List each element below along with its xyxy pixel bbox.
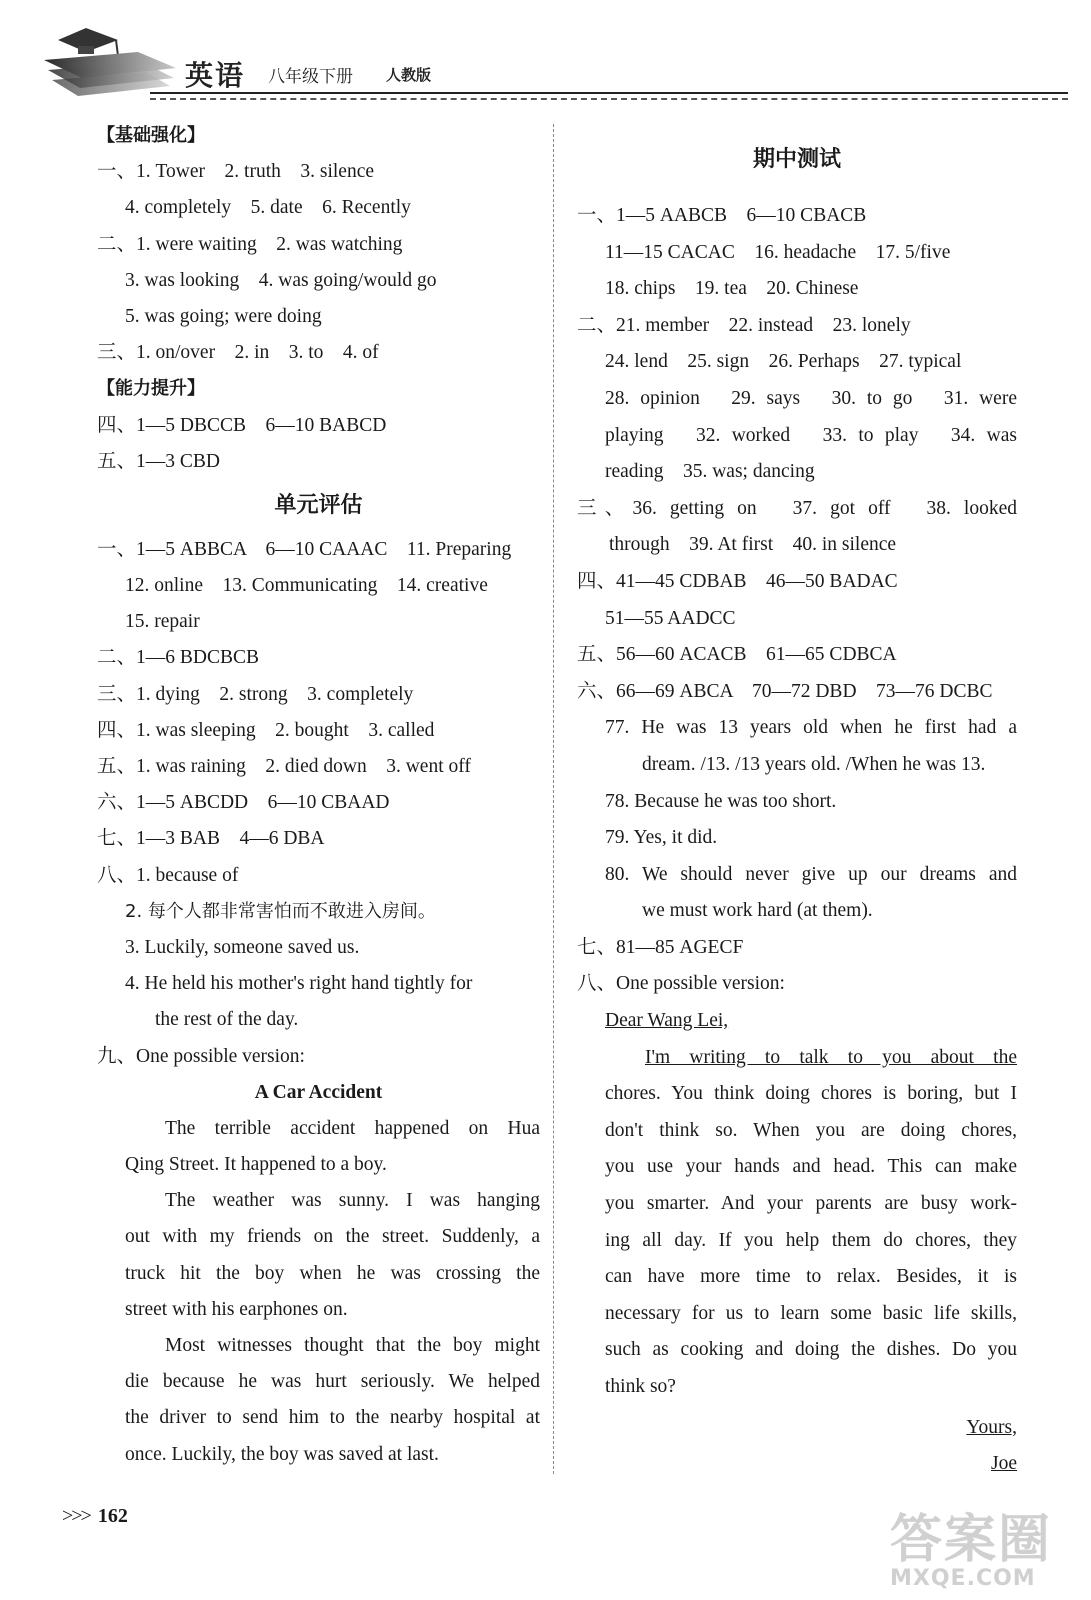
letter-line: necessary for us to learn some basic life skills, [605,1302,1017,1324]
answer-line: 77. He was 13 years old when he first had a [605,717,1017,739]
answer-line: 12. online 13. Communicating 14. creative [125,575,488,597]
answer-line: 四、41—45 CDBAB 46—50 BADAC [577,570,898,592]
watermark-sub: MXQE.COM [890,1566,1036,1591]
answer-line: 二、21. member 22. instead 23. lonely [577,314,911,336]
answer-line: 四、1—5 DBCCB 6—10 BABCD [97,414,387,436]
answer-line: 18. chips 19. tea 20. Chinese [605,278,859,300]
letter-greeting [577,1003,1017,1040]
answer-line: 五、1—3 CBD [97,450,220,472]
graduation-cap-books-logo-icon [38,26,178,98]
answer-line: 4. He held his mother's right hand tightly for [125,973,473,995]
answer-line: 11—15 CACAC 16. headache 17. 5/five [605,241,951,263]
page-number-text: 162 [97,1505,128,1527]
letter-line: you smarter. And your parents are busy work- [605,1193,1017,1215]
letter-line: you use your hands and head. This can make [605,1156,1017,1178]
header-dashed-rule [150,98,1068,100]
page-number [62,1505,128,1528]
answer-line: 三、36. getting on 37. got off 38. looked [577,497,1017,519]
column-divider [553,124,554,1474]
translation-answer: 2. 每个人都非常害怕而不敢进入房间。 [125,900,436,922]
answer-line: 79. Yes, it did. [605,827,718,849]
answer-line: 4. completely 5. date 6. Recently [125,197,411,219]
ability-heading: 【能力提升】 [97,378,205,400]
answer-line: we must work hard (at them). [642,900,873,922]
watermark-logo [890,1512,1080,1592]
letter-line: think so? [605,1376,676,1397]
essay-line: The terrible accident happened on Hua [165,1117,540,1139]
answer-line: 78. Because he was too short. [605,790,837,812]
answer-line: through 39. At first 40. in silence [609,534,897,556]
answer-line: 3. Luckily, someone saved us. [125,936,360,958]
letter-signature [577,1446,1017,1483]
answer-line: 七、1—3 BAB 4—6 DBA [97,828,325,850]
subject-title: 英语 [185,59,246,92]
essay-line: truck hit the boy when he was crossing the [125,1262,540,1284]
letter-line [577,1040,1017,1077]
answer-line: 3. was looking 4. was going/would go [125,269,437,291]
left-column [97,118,540,1473]
answer-line: 七、81—85 AGECF [577,936,744,958]
answer-line: reading 35. was; dancing [605,461,815,483]
answer-line: 28. opinion 29. says 30. to go 31. were [605,387,1017,409]
essay-line: Qing Street. It happened to a boy. [125,1154,387,1176]
answer-line: 5. was going; were doing [125,305,322,327]
letter-line: don't think so. When you are doing chores, [605,1119,1017,1141]
letter-line: ing all day. If you help them do chores, they [605,1229,1017,1251]
letter-line: chores. You think doing chores is boring, but I [605,1083,1017,1105]
answer-line: 八、1. because of [97,864,239,886]
letter-line: can have more time to relax. Besides, it is [605,1266,1017,1288]
answer-line: dream. /13. /13 years old. /When he was 13. [642,753,986,775]
answer-line: 四、1. was sleeping 2. bought 3. called [97,719,435,741]
answer-line: 一、1. Tower 2. truth 3. silence [97,161,374,183]
letter-closing-text: Yours, [966,1416,1017,1438]
answer-line: the rest of the day. [155,1009,299,1031]
essay-line: once. Luckily, the boy was saved at last. [125,1443,439,1465]
answer-line: 二、1—6 BDCBCB [97,647,259,669]
answer-line: 一、1—5 ABBCA 6—10 CAAAC 11. Preparing [97,538,512,560]
essay-line: die because he was hurt seriously. We helped [125,1371,540,1393]
letter-greeting-text: Dear Wang Lei, [605,1010,729,1032]
letter-closing [577,1410,1017,1447]
answer-line: 一、1—5 AABCB 6—10 CBACB [577,205,867,226]
answer-line: playing 32. worked 33. to play 34. was [605,424,1017,446]
answer-line: 51—55 AADCC [605,607,736,629]
right-column [577,140,1017,1483]
answer-line: 六、66—69 ABCA 70—72 DBD 73—76 DCBC [577,680,993,702]
letter-line: such as cooking and doing the dishes. Do you [605,1339,1017,1361]
essay-line: The weather was sunny. I was hanging [165,1190,540,1212]
page-arrows-icon: >>> [62,1505,90,1527]
answer-line: 六、1—5 ABCDD 6—10 CBAAD [97,792,390,814]
answer-line: 三、1. on/over 2. in 3. to 4. of [97,342,379,364]
letter-intro: 八、One possible version: [577,973,785,995]
basic-heading: 【基础强化】 [97,125,205,146]
letter-line-text: I'm writing to talk to you about the [645,1046,1017,1068]
page-header [0,0,1091,110]
watermark-main: 答案圈 [890,1510,1053,1570]
answer-line: 二、1. were waiting 2. was watching [97,233,403,255]
essay-line: Most witnesses thought that the boy might [165,1335,540,1356]
midterm-title: 期中测试 [752,147,841,172]
answer-line: 24. lend 25. sign 26. Perhaps 27. typical [605,351,962,373]
unit-assessment-title: 单元评估 [274,492,363,518]
grade-label: 八年级下册 [268,67,353,87]
answer-line: 五、1. was raining 2. died down 3. went off [97,756,471,777]
letter-signature-text: Joe [991,1453,1017,1475]
answer-line: 80. We should never give up our dreams and [605,863,1017,885]
answer-line: 三、1. dying 2. strong 3. completely [97,683,414,705]
answer-line: 五、56—60 ACACB 61—65 CDBCA [577,644,897,666]
essay-title: A Car Accident [254,1081,383,1103]
header-rule [150,92,1068,94]
edition-label: 人教版 [386,66,432,84]
essay-line: the driver to send him to the nearby hospital at [125,1407,540,1429]
essay-intro: 九、One possible version: [97,1045,305,1067]
essay-line: out with my friends on the street. Suddenly, a [125,1226,540,1248]
essay-line: street with his earphones on. [125,1298,348,1320]
answer-line: 15. repair [125,611,200,633]
